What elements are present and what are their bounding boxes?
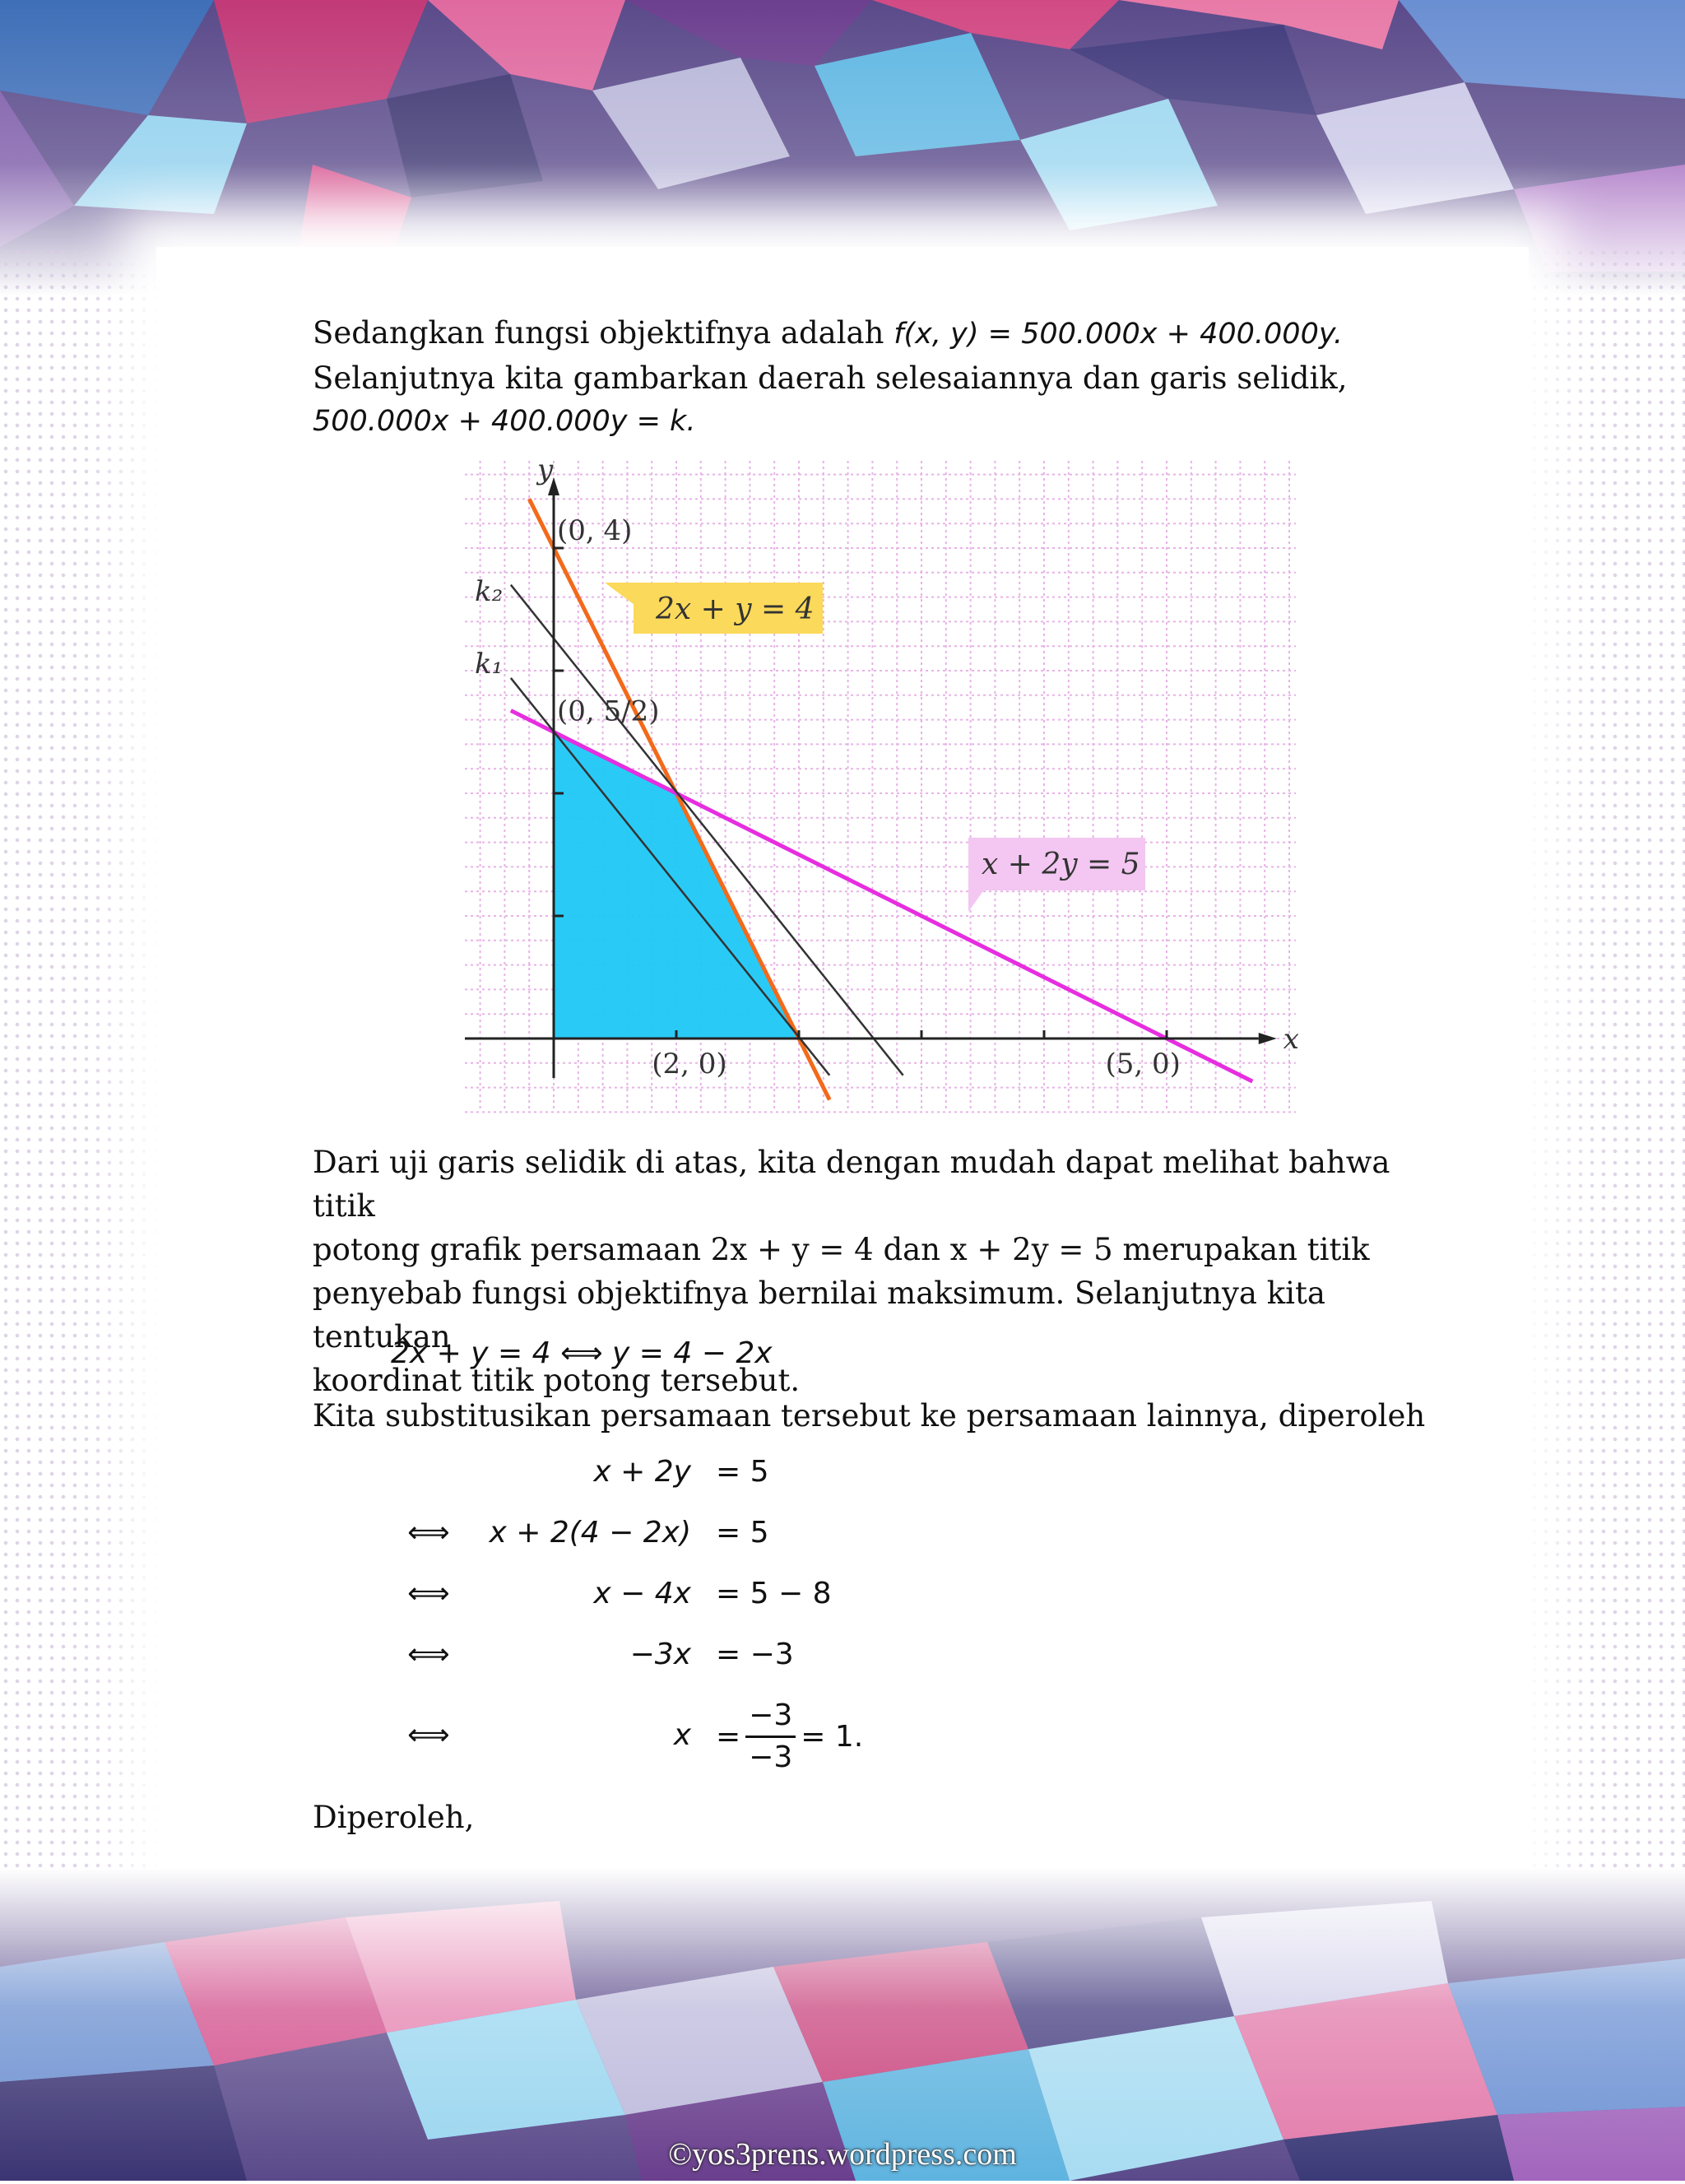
graph-svg (465, 453, 1299, 1119)
conclusion-paragraph: Diperoleh, (313, 1800, 475, 1835)
equation-rearranged: 2x + y = 4 ⟺ y = 4 − 2x (391, 1336, 773, 1370)
step-arrow: ⟺ (407, 1718, 450, 1752)
point-label-2-0: (2, 0) (652, 1048, 727, 1080)
equals-sign: = (716, 1719, 741, 1754)
step-lhs: x (673, 1718, 691, 1752)
step-rhs: = −3 (716, 1638, 794, 1671)
intro-text: Sedangkan fungsi objektifnya adalah (313, 315, 894, 351)
right-dot-pattern (1529, 247, 1685, 1909)
footer-decoration (0, 1868, 1685, 2181)
step-lhs: x + 2y (593, 1455, 691, 1489)
analysis-line-3: penyebab fungsi objektifnya bernilai maksimum. Selanjutnya kita tentukan (313, 1276, 1325, 1355)
callout-text-2x-y-4: 2x + y = 4 (656, 592, 815, 626)
step-arrow: ⟺ (407, 1577, 450, 1610)
k1-label: k₁ (475, 647, 504, 681)
step-arrow: ⟺ (407, 1516, 450, 1550)
intro-line-3: 500.000x + 400.000y = k. (313, 405, 696, 438)
fraction-numerator: −3 (745, 1696, 796, 1738)
fraction (745, 1696, 796, 1777)
step-rhs: = 5 (716, 1516, 769, 1550)
left-dot-pattern (0, 247, 156, 1909)
intro-line-2: Selanjutnya kita gambarkan daerah selesaiannya dan garis selidik, (313, 360, 1348, 396)
y-axis-label: y (537, 453, 554, 486)
k2-label: k₂ (475, 575, 504, 609)
step-lhs: x + 2(4 − 2x) (489, 1516, 691, 1550)
callout-tail (968, 889, 985, 912)
step-arrow: ⟺ (407, 1638, 450, 1671)
point-label-0-4: (0, 4) (557, 514, 633, 547)
callout-tail (605, 583, 638, 607)
x-axis-label: x (1283, 1023, 1299, 1056)
footer-credit: ©yos3prens.wordpress.com (668, 2137, 1017, 2172)
final-step-rhs (716, 1679, 863, 1794)
objective-function: f(x, y) = 500.000x + 400.000y. (894, 318, 1343, 351)
intro-paragraph (313, 311, 1432, 444)
analysis-line-2: potong grafik persamaan 2x + y = 4 dan x + 2y = 5 merupakan titik (313, 1232, 1370, 1267)
step-lhs: −3x (629, 1638, 691, 1671)
callout-text-x-2y-5: x + 2y = 5 (982, 848, 1140, 881)
x-axis-arrow (1259, 1033, 1277, 1044)
linear-programming-graph (465, 453, 1299, 1119)
intro-line-1 (313, 311, 1432, 356)
step-rhs: = 5 − 8 (716, 1577, 832, 1610)
result: = 1. (801, 1719, 864, 1754)
substitution-paragraph: Kita substitusikan persamaan tersebut ke persamaan lainnya, diperoleh (313, 1398, 1426, 1434)
analysis-line-1: Dari uji garis selidik di atas, kita dengan mudah dapat melihat bahwa titik (313, 1145, 1390, 1224)
point-label-5-0: (5, 0) (1105, 1048, 1181, 1080)
step-rhs: = 5 (716, 1455, 769, 1489)
step-lhs: x − 4x (593, 1577, 691, 1610)
point-label-0-5-2: (0, 5/2) (557, 695, 660, 728)
analysis-line-4: koordinat titik potong tersebut. (313, 1363, 801, 1398)
fraction-denominator: −3 (749, 1740, 793, 1774)
